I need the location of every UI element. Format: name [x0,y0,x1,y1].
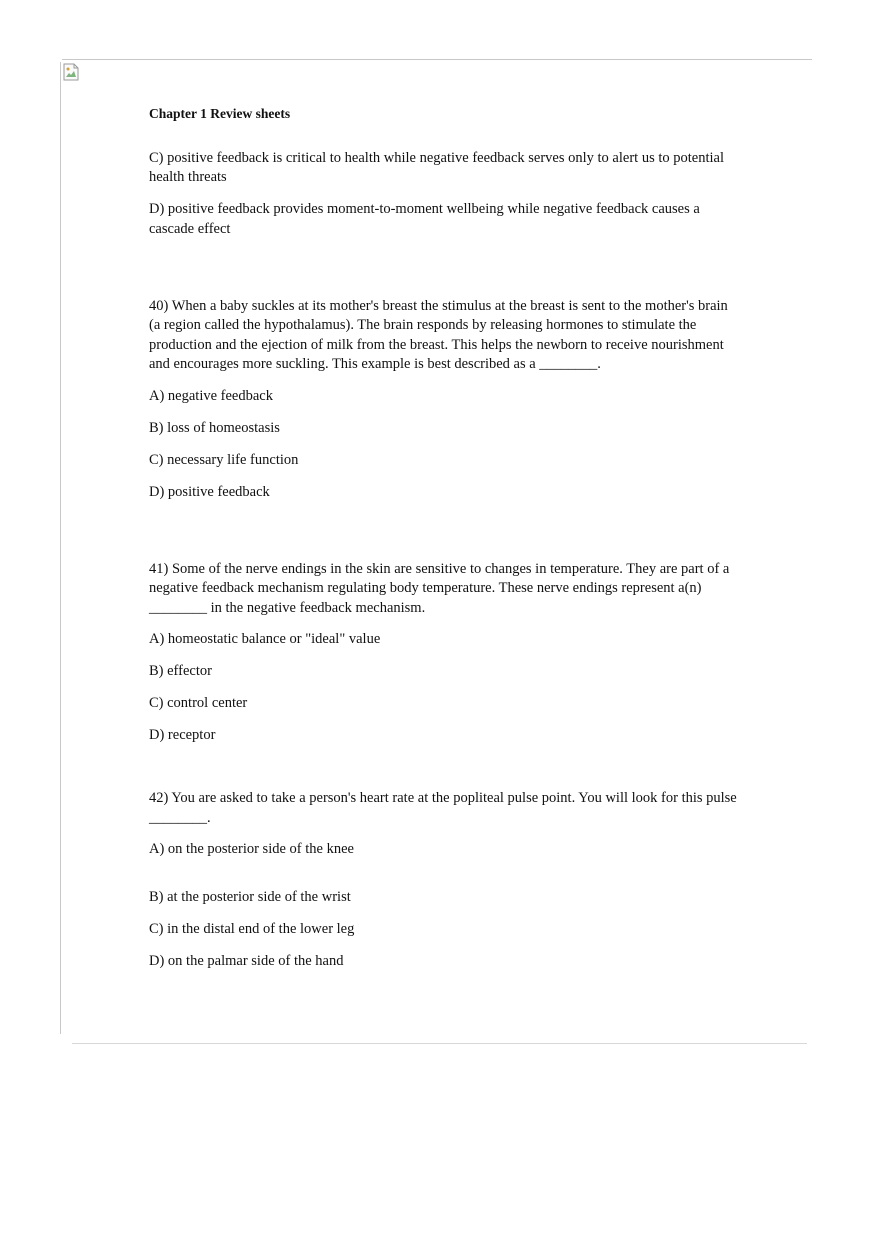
question-40-option-b: B) loss of homeostasis [149,419,280,436]
question-41: 41) Some of the nerve endings in the skin are sensitive to changes in temperature. They are part of a negative feedback mechanism regulating body temperature. These nerve endings represent a(n) ________ in the negative feedback mechanism. [149,560,730,616]
frame-top-border [62,59,812,60]
question-42-option-d: D) on the palmar side of the hand [149,953,344,969]
question-42-option-b: B) at the posterior side of the wrist [149,889,351,905]
option-prev-d: D) positive feedback provides moment-to-moment wellbeing while negative feedback causes a cascade effect [149,201,700,237]
question-41-option-d: D) receptor [149,727,216,743]
frame-left-border [60,62,61,1034]
question-41-option-c: C) control center [149,695,248,711]
broken-image-icon [63,63,79,81]
question-41-option-b: B) effector [149,663,212,679]
document-title: Chapter 1 Review sheets [149,106,291,121]
document-content [149,104,739,984]
question-41-option-a: A) homeostatic balance or "ideal" value [149,631,381,647]
option-prev-c: C) positive feedback is critical to health while negative feedback serves only to alert us to potential health threats [149,149,724,185]
question-40: 40) When a baby suckles at its mother's breast the stimulus at the breast is sent to the mother's brain (a region called the hypothalamus). The brain responds by releasing hormones to stimulate the production and the ejection of milk from the breast. This helps the newborn to receive nourishment and encourages more suckling. This example is best described as a ________. [149,297,728,372]
question-40-option-d: D) positive feedback [149,483,270,500]
question-42: 42) You are asked to take a person's heart rate at the popliteal pulse point. You will look for this pulse ________. [149,790,737,826]
question-42-option-a: A) on the posterior side of the knee [149,841,354,857]
question-40-option-a: A) negative feedback [149,387,273,404]
question-42-option-c: C) in the distal end of the lower leg [149,921,355,937]
frame-bottom-border [72,1043,807,1044]
question-40-option-c: C) necessary life function [149,451,299,468]
